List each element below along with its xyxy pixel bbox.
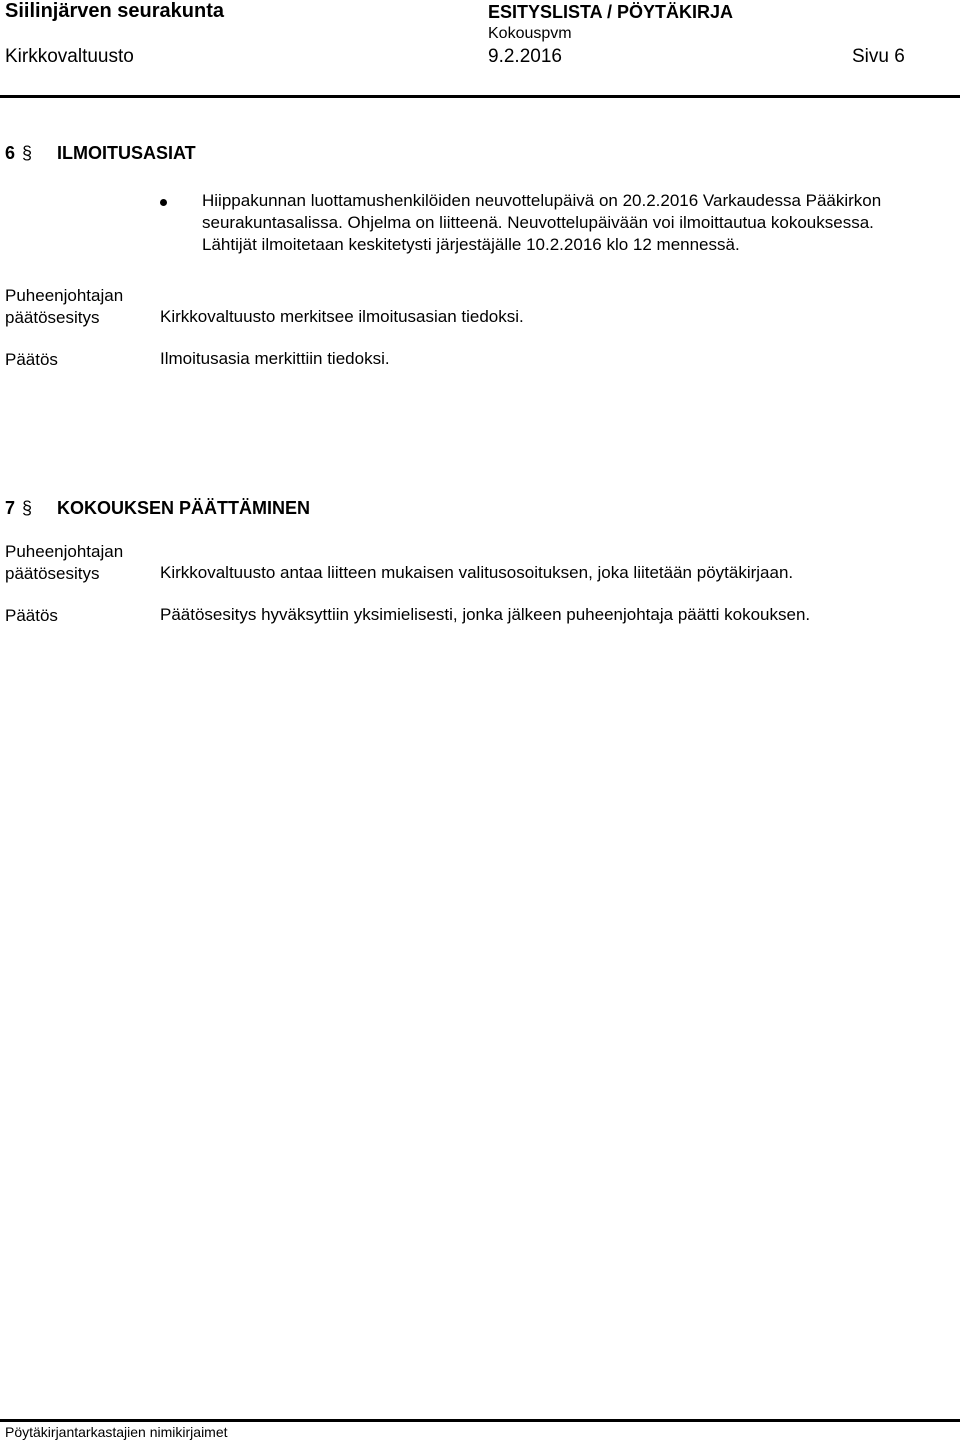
section-7-heading bbox=[0, 498, 960, 522]
header-divider bbox=[0, 95, 960, 98]
meeting-date: 9.2.2016 bbox=[488, 46, 562, 67]
page-number: Sivu 6 bbox=[852, 46, 905, 67]
section-6-title: ILMOITUSASIAT bbox=[57, 143, 196, 163]
bullet-icon bbox=[160, 199, 167, 206]
section-6-heading bbox=[0, 143, 960, 167]
section-7-decision-label: Päätös bbox=[5, 606, 58, 625]
governing-body: Kirkkovaltuusto bbox=[5, 46, 134, 67]
proposal-label-line: päätösesitys bbox=[5, 308, 100, 327]
section-6-proposal-text: Kirkkovaltuusto merkitsee ilmoitusasian tiedoksi. bbox=[160, 307, 524, 326]
footer-divider bbox=[0, 1419, 960, 1422]
section-7-paragraph-mark: § bbox=[22, 498, 33, 518]
announcement-line: seurakuntasalissa. Ohjelma on liitteenä. Neuvottelupäivään voi ilmoittautua kokouksessa. bbox=[202, 213, 874, 232]
section-6-proposal-label bbox=[5, 285, 123, 329]
announcement-line: Hiippakunnan luottamushenkilöiden neuvottelupäivä on 20.2.2016 Varkaudessa Pääkirkon bbox=[202, 191, 882, 210]
proposal-label-line: päätösesitys bbox=[5, 564, 100, 583]
announcement-line: Lähtijät ilmoitetaan keskitetysti järjestäjälle 10.2.2016 klo 12 mennessä. bbox=[202, 235, 740, 254]
signatures-label: Pöytäkirjantarkastajien nimikirjaimet bbox=[5, 1424, 228, 1440]
document-type: ESITYSLISTA / PÖYTÄKIRJA bbox=[488, 2, 734, 22]
section-6-paragraph-mark: § bbox=[22, 143, 33, 163]
section-6-decision-text: Ilmoitusasia merkittiin tiedoksi. bbox=[160, 349, 390, 368]
section-7-title: KOKOUKSEN PÄÄTTÄMINEN bbox=[57, 498, 311, 518]
proposal-label-line: Puheenjohtajan bbox=[5, 286, 124, 305]
section-7-proposal-text: Kirkkovaltuusto antaa liitteen mukaisen valitusosoituksen, joka liitetään pöytäkirjaan. bbox=[160, 563, 794, 582]
meeting-date-label: Kokouspvm bbox=[488, 25, 572, 42]
section-6-decision-label: Päätös bbox=[5, 350, 58, 369]
section-7-decision-text: Päätösesitys hyväksyttiin yksimielisesti, jonka jälkeen puheenjohtaja päätti kokouksen. bbox=[160, 605, 811, 624]
section-6-number: 6 bbox=[5, 143, 16, 163]
section-7-number: 7 bbox=[5, 498, 16, 518]
section-7-proposal-label bbox=[5, 541, 123, 585]
proposal-label-line: Puheenjohtajan bbox=[5, 542, 124, 561]
section-6-announcement bbox=[202, 190, 960, 256]
organization-name: Siilinjärven seurakunta bbox=[5, 0, 224, 22]
